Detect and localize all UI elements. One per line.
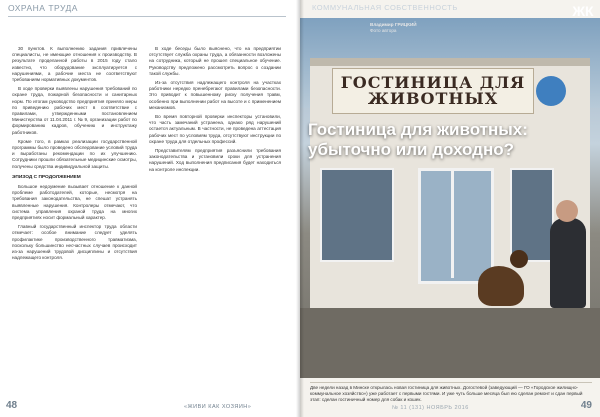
photo-window: [320, 168, 394, 262]
cover-photo: [300, 18, 600, 378]
paragraph: Главный государственный инспектор труда области отмечает: особое внимание следует уделять профилактике производственного травматизма, поскольку большинство несчастных случаев происходит из-за нарушений трудовой дисциплины и отсутствия надлежащего контроля.: [12, 224, 137, 261]
paragraph: Во время повторной проверки инспекторы установили, что часть замечаний устранена, однако ряд нарушений остается актуальным. В частности, не проведена аттестация рабочих мест по условиям труда, отсутствуют инструкции по охране труда для отдельных профессий.: [149, 114, 281, 144]
page-number-left: 48: [6, 400, 18, 411]
photo-ground: [300, 308, 600, 378]
photo-door-frame: [451, 168, 454, 278]
photo-door: [418, 168, 494, 284]
author-credit: [370, 22, 490, 33]
right-page: [300, 0, 600, 417]
paragraph: 30 пунктов. К выполнению задания привлечены специалисты, не имеющие отношения к производству. В результате проделанной работы в 2015 году стало известно, что оборудование эксплуатируется с нарушениями, а рабочие места не соответствуют требованиям нормативных документов.: [12, 46, 137, 83]
magazine-name: «ЖИВИ КАК ХОЗЯИН»: [184, 404, 252, 410]
paragraph: В ходе беседы было выяснено, что на предприятии отсутствует служба охраны труда, а обязанности возложены на сотрудника, который не прошел специальное обучение. Руководству предложено рассмотреть вопрос о создании такой службы.: [149, 46, 281, 76]
page-number-right: 49: [580, 400, 592, 411]
article-column-2: [149, 46, 281, 394]
paragraph: Кроме того, в рамках реализации государственной программы было проведено обследование условий труда и выработаны рекомендации по их улучшению. Сотрудники прошли обязательные медицинские осмотры, получены средства индивидуальной защиты.: [12, 138, 137, 169]
author-name: Владимир ГРИЦКИЙ: [370, 22, 417, 27]
photo-window: [510, 168, 554, 262]
author-role: Фото автора: [370, 27, 397, 33]
magazine-logo: [572, 2, 594, 20]
section-title-left: ОХРАНА ТРУДА: [8, 3, 286, 17]
headline: Гостиница для животных: убыточно или доходно?: [308, 120, 528, 159]
page-gutter: [296, 0, 304, 417]
issue-label: № 11 (131) НОЯБРЬ 2016: [392, 405, 469, 411]
paragraph: Из-за отсутствия надлежащего контроля на участках работники нередко пренебрегают правилами безопасности. Это приводит к повышенному риску получения травм, особенно при выполнении работ на высоте и с применением механизмов.: [149, 80, 281, 110]
paragraph: Большое недоумение вызывает отношение к данной проблеме работодателей, которые, несмотря на требования законодательства, не спешат устранять выявленные нарушения. Контролеры отмечают, что система управления охраной труда на многих предприятиях носит формальный характер.: [12, 184, 137, 221]
paragraph: Представителям предприятия разъяснили требования законодательства и установили сроки для устранения нарушений. Ход выполнения предписания будет находиться на контроле инспекции.: [149, 148, 281, 172]
paragraph: В ходе проверки выявлены нарушения требований по охране труда, пожарной безопасности и санитарных норм. По итогам руководство предприятия приняло меры по приведению рабочих мест в соответствие с правилами, утвержденными постановлением Министерства от 11.04.2011 г. № 9, организации работ по формированию кадров, обучению и инструктажу работников.: [12, 86, 137, 135]
photo-roof: [310, 58, 590, 66]
paw-logo-icon: [536, 76, 566, 106]
hotel-sign: [332, 68, 534, 114]
photo-dog-head: [510, 250, 528, 268]
photo-caption: Две недели назад в Минске открылась новая гостиница для животных. Догостевой (заведующий — ГО «Городское жилищно-коммунальное хозяйство») уже работает с первыми гостями. И уже чуть больше месяца был ею сделан ремонт и сдан первый этап: сделан гостиничный номер для собак и кошек.: [310, 382, 592, 411]
logo-icon: ЖК: [572, 3, 594, 19]
photo-person-head: [556, 200, 578, 222]
section-title-right: КОММУНАЛЬНАЯ СОБСТВЕННОСТЬ: [312, 3, 458, 12]
photo-dog: [478, 266, 524, 306]
article-column-1: [12, 46, 137, 394]
hotel-sign-text: ГОСТИНИЦА ДЛЯ ЖИВОТНЫХ: [340, 73, 526, 108]
photo-person: [550, 218, 586, 308]
subheading: ЭПИЗОД С ПРОДОЛЖЕНИЕМ: [12, 174, 81, 180]
